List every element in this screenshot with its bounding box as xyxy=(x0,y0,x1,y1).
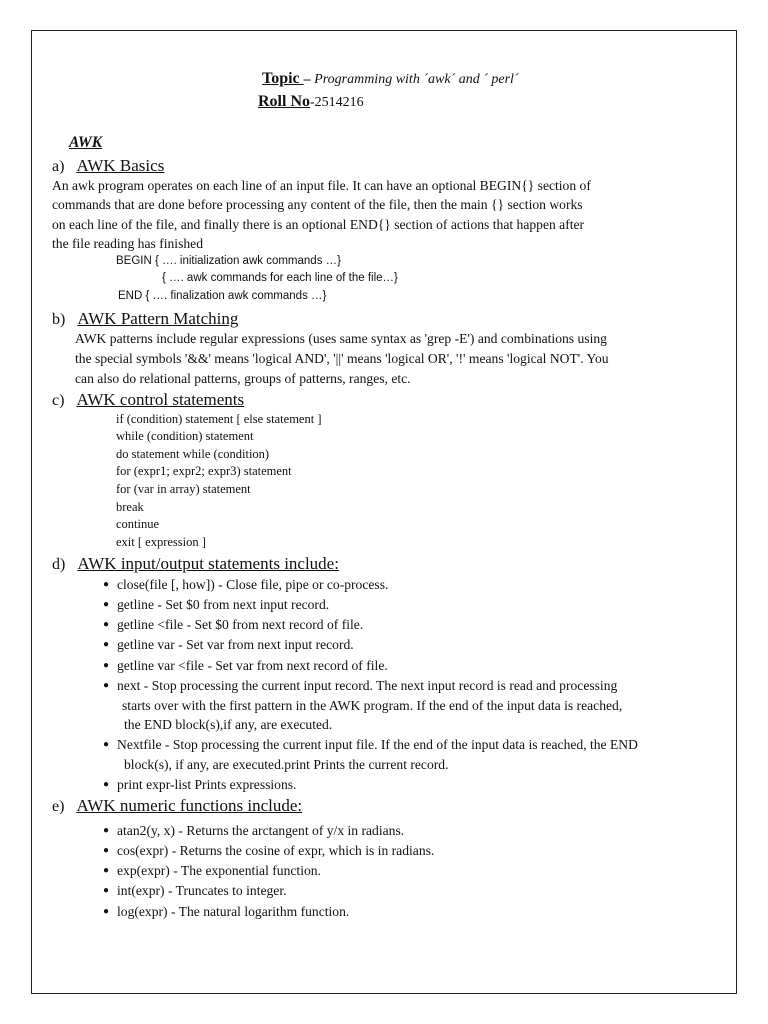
control-statement: continue xyxy=(116,517,160,531)
list-item-continuation: starts over with the first pattern in the AWK program. If the end of the input data is reached, xyxy=(122,698,623,713)
roll-label: Roll No xyxy=(258,93,310,110)
section-title: AWK Basics xyxy=(76,156,165,175)
section-letter: b) xyxy=(52,311,66,328)
code-line: END { …. finalization awk commands …} xyxy=(118,290,327,302)
bullet-dot-icon: ● xyxy=(103,579,110,590)
code-line: BEGIN { …. initialization awk commands …} xyxy=(116,255,341,267)
paragraph-line: the special symbols '&&' means 'logical AND', '||' means 'logical OR', '!' means 'logical NOT'. You xyxy=(75,351,609,366)
code-line: { …. awk commands for each line of the file…} xyxy=(162,272,398,284)
list-item: next - Stop processing the current input record. The next input record is read and processing xyxy=(117,678,618,693)
section-letter: c) xyxy=(52,392,65,409)
section-title: AWK numeric functions include: xyxy=(76,796,303,815)
list-item: getline var <file - Set var from next record of file. xyxy=(117,658,388,673)
section-letter: a) xyxy=(52,158,65,175)
paragraph-line: on each line of the file, and finally there is an optional END{} section of actions that happen after xyxy=(52,217,585,232)
bullet-dot-icon: ● xyxy=(103,779,110,790)
bullet-dot-icon: ● xyxy=(103,739,110,750)
roll-line xyxy=(258,94,364,110)
bullet-dot-icon: ● xyxy=(103,906,110,917)
list-item: getline <file - Set $0 from next record of file. xyxy=(117,617,364,632)
bullet-dot-icon: ● xyxy=(103,865,110,876)
control-statement: exit [ expression ] xyxy=(116,535,206,549)
bullet-dot-icon: ● xyxy=(103,660,110,671)
control-statement: for (expr1; expr2; expr3) statement xyxy=(116,464,292,478)
list-item: log(expr) - The natural logarithm function. xyxy=(117,904,350,919)
control-statement: if (condition) statement [ else statement ] xyxy=(116,412,322,426)
section-title: AWK control statements xyxy=(76,390,245,409)
topic-dash: – xyxy=(303,72,315,87)
section-letter: e) xyxy=(52,798,65,815)
bullet-dot-icon: ● xyxy=(103,845,110,856)
topic-label: Topic xyxy=(262,70,304,87)
bullet-dot-icon: ● xyxy=(103,885,110,896)
section-letter: d) xyxy=(52,556,66,573)
bullet-dot-icon: ● xyxy=(103,825,110,836)
bullet-dot-icon: ● xyxy=(103,639,110,650)
paragraph-line: An awk program operates on each line of an input file. It can have an optional BEGIN{} section of xyxy=(52,178,591,193)
section-e-heading xyxy=(52,797,302,815)
section-c-heading xyxy=(52,391,244,409)
bullet-dot-icon: ● xyxy=(103,599,110,610)
section-b-heading xyxy=(52,310,238,328)
list-item: close(file [, how]) - Close file, pipe or co-process. xyxy=(117,577,389,592)
list-item: print expr-list Prints expressions. xyxy=(117,777,297,792)
list-item: cos(expr) - Returns the cosine of expr, which is in radians. xyxy=(117,843,435,858)
section-title: AWK Pattern Matching xyxy=(77,309,239,328)
control-statement: do statement while (condition) xyxy=(116,447,270,461)
section-a-heading xyxy=(52,157,164,175)
paragraph-line: can also do relational patterns, groups of patterns, ranges, etc. xyxy=(75,371,411,386)
list-item-continuation: the END block(s),if any, are executed. xyxy=(124,717,333,732)
section-d-heading xyxy=(52,555,339,573)
list-item: getline var - Set var from next input record. xyxy=(117,637,354,652)
control-statement: break xyxy=(116,500,144,514)
paragraph-line: commands that are done before processing any content of the file, then the main {} section works xyxy=(52,197,583,212)
control-statement: for (var in array) statement xyxy=(116,482,251,496)
list-item: int(expr) - Truncates to integer. xyxy=(117,883,287,898)
awk-title: AWK xyxy=(69,134,103,151)
roll-value: -2514216 xyxy=(310,95,364,110)
topic-text: Programming with ´awk´ and ´ perl´ xyxy=(314,72,519,87)
list-item: Nextfile - Stop processing the current input file. If the end of the input data is reached, the END xyxy=(117,737,638,752)
list-item-continuation: block(s), if any, are executed.print Prints the current record. xyxy=(124,757,449,772)
section-title: AWK input/output statements include: xyxy=(77,554,339,573)
topic-line xyxy=(262,71,519,87)
list-item: exp(expr) - The exponential function. xyxy=(117,863,321,878)
list-item: atan2(y, x) - Returns the arctangent of y/x in radians. xyxy=(117,823,405,838)
paragraph-line: AWK patterns include regular expressions (uses same syntax as 'grep -E') and combinations using xyxy=(75,331,607,346)
control-statement: while (condition) statement xyxy=(116,429,254,443)
list-item: getline - Set $0 from next input record. xyxy=(117,597,330,612)
bullet-dot-icon: ● xyxy=(103,680,110,691)
paragraph-line: the file reading has finished xyxy=(52,236,203,251)
bullet-dot-icon: ● xyxy=(103,619,110,630)
